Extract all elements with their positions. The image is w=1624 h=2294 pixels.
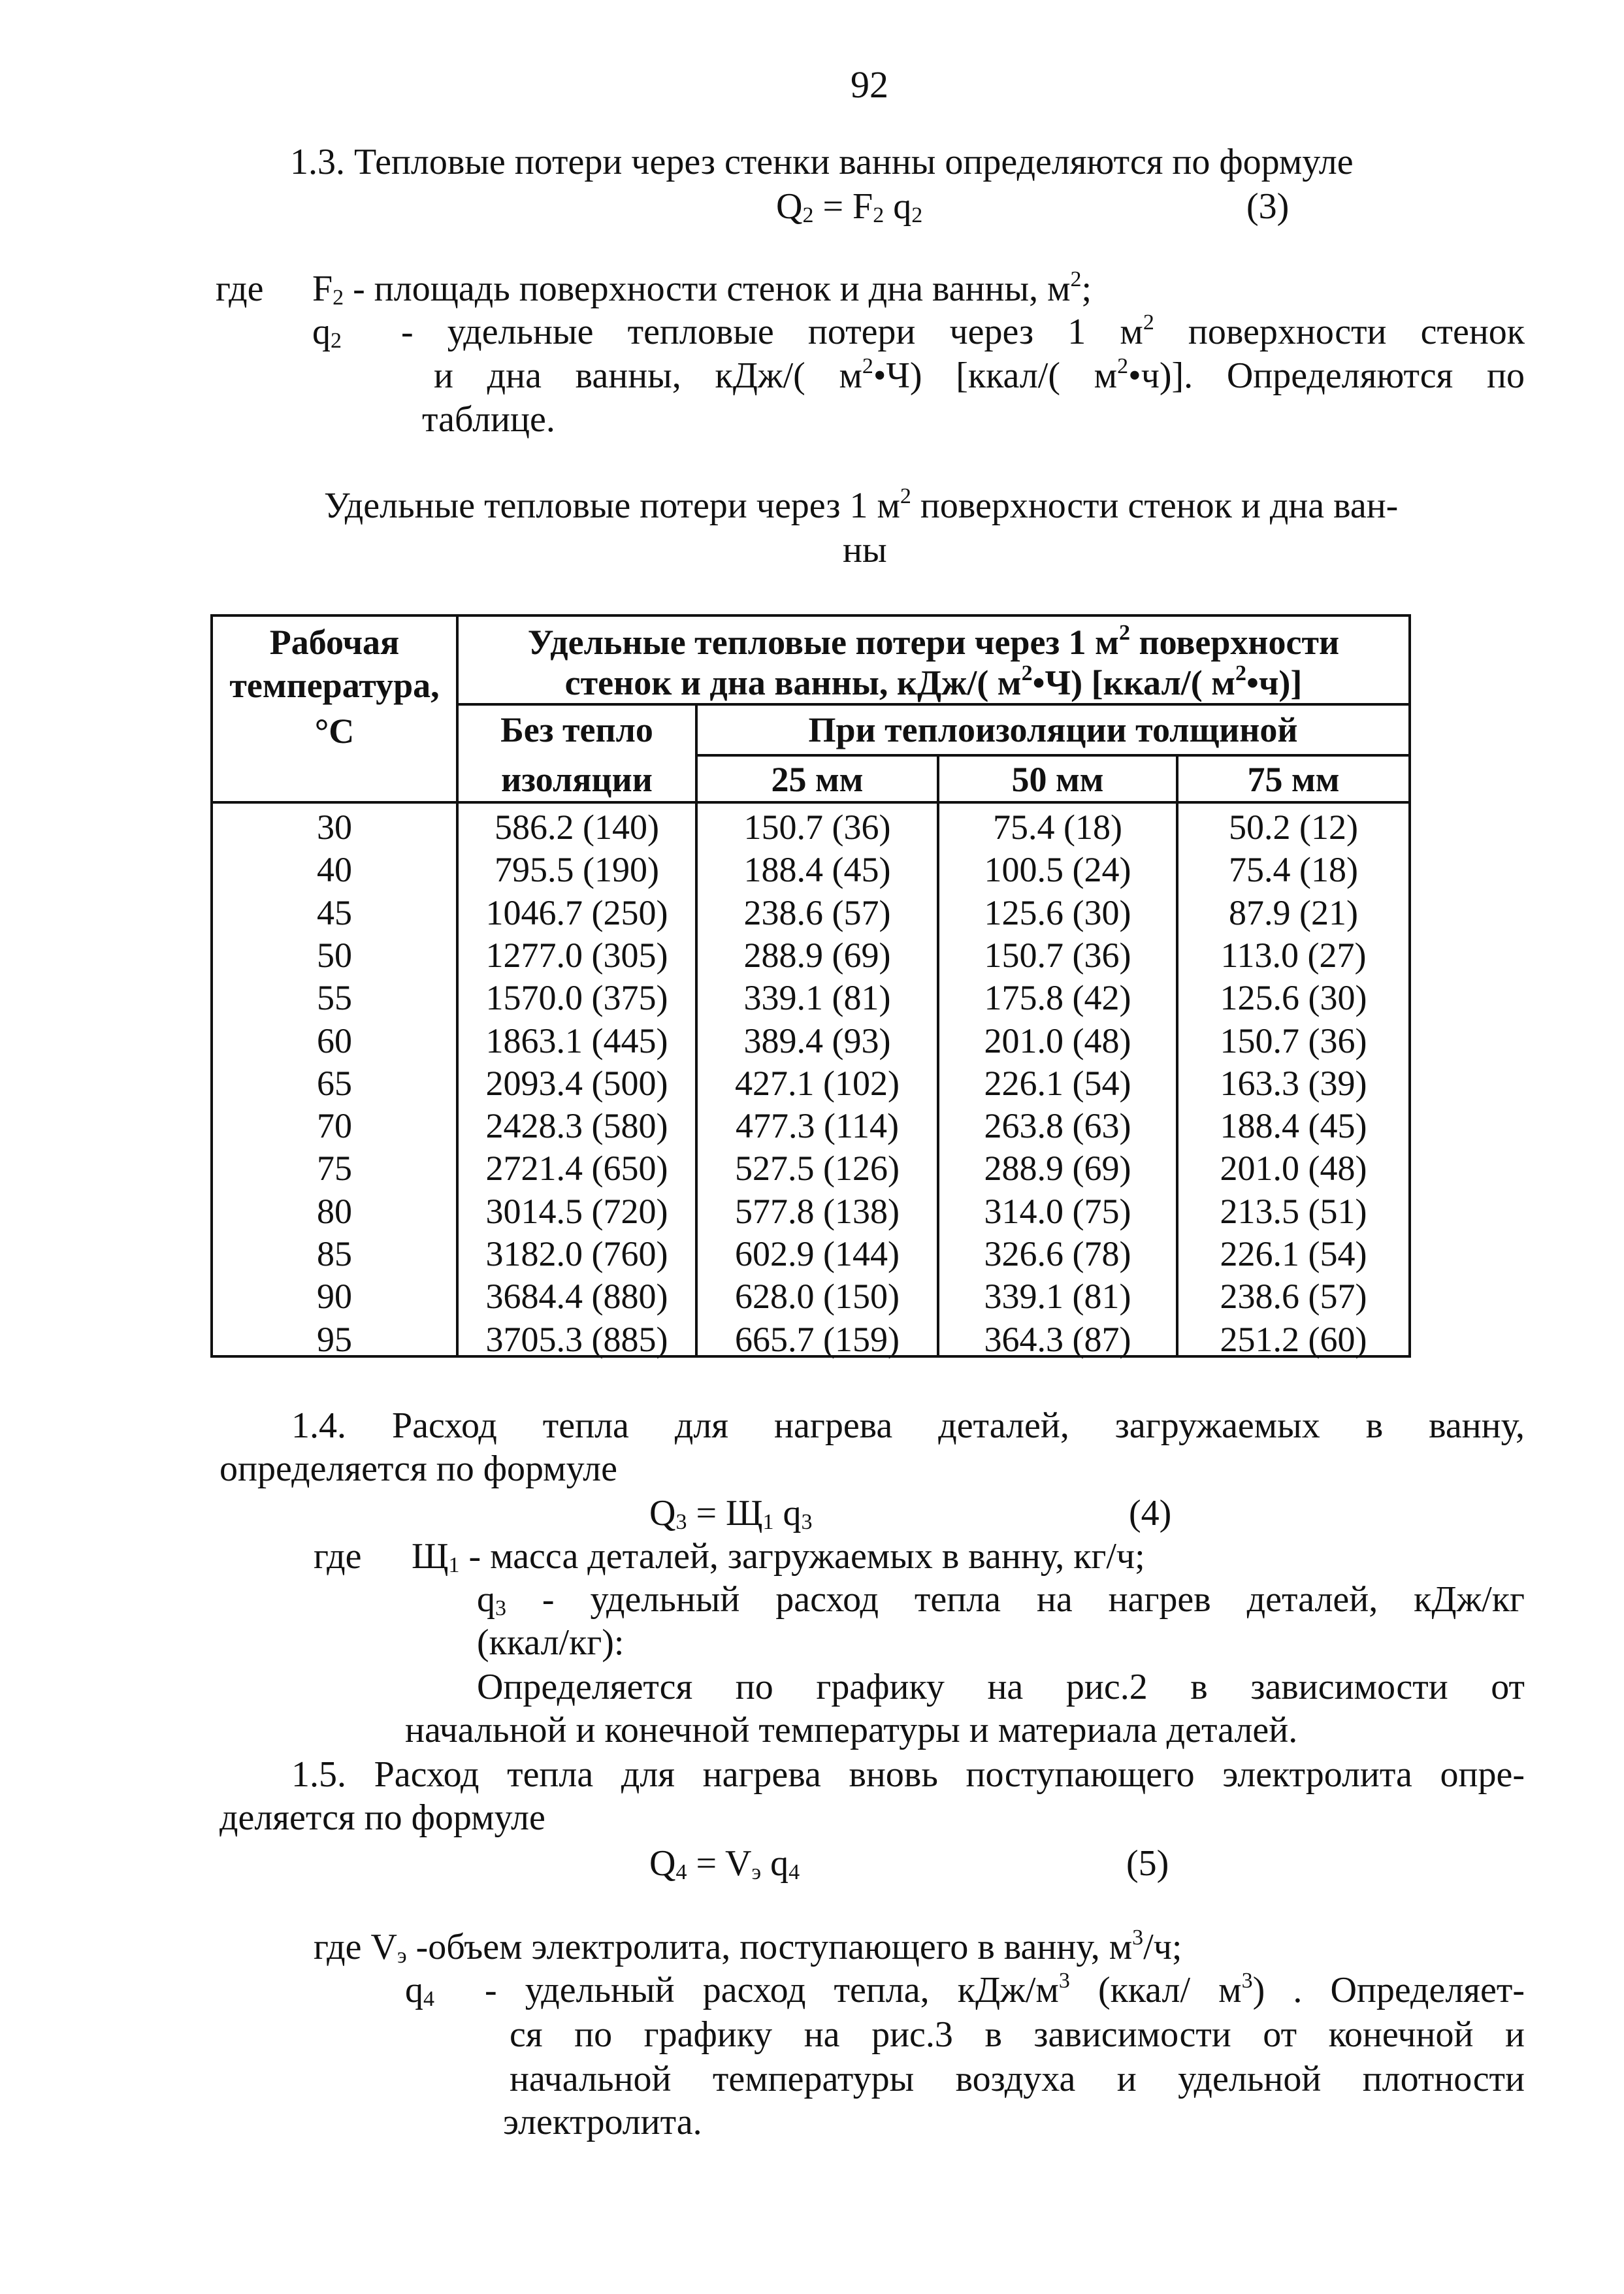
temperature-cell: 85 <box>317 1234 352 1273</box>
heat-loss-cell: 87.9 (21) <box>1229 893 1358 932</box>
heat-loss-cell: 1046.7 (250) <box>485 893 668 932</box>
q3-note-line1: Определяется по графику на рис.2 в зависимости от <box>477 1667 1525 1707</box>
heat-loss-cell: 1863.1 (445) <box>485 1021 668 1060</box>
temperature-cell: 45 <box>317 893 352 932</box>
header-temp-line1: Рабочая <box>269 623 400 662</box>
where-label: где <box>216 269 264 309</box>
heat-loss-cell: 3684.4 (880) <box>485 1277 668 1317</box>
header-no-insulation-1: Без тепло <box>500 710 653 749</box>
page-number: 92 <box>851 63 888 106</box>
heat-loss-cell: 150.7 (36) <box>984 935 1131 975</box>
heat-loss-cell: 125.6 (30) <box>1220 978 1367 1018</box>
heat-loss-cell: 665.7 (159) <box>735 1319 900 1359</box>
heat-loss-cell: 226.1 (54) <box>984 1063 1131 1103</box>
heat-loss-cell: 2428.3 (580) <box>485 1106 668 1146</box>
heat-loss-cell: 364.3 (87) <box>984 1319 1131 1359</box>
heat-loss-cell: 577.8 (138) <box>735 1191 900 1231</box>
heat-loss-cell: 795.5 (190) <box>495 850 659 890</box>
temperature-cell: 75 <box>317 1149 352 1188</box>
heat-loss-cell: 1277.0 (305) <box>485 935 668 975</box>
header-50mm: 50 мм <box>1011 760 1104 799</box>
q4-definition-line2: ся по графику на рис.3 в зависимости от конечной и <box>510 2014 1525 2055</box>
where-label-2: где <box>314 1536 362 1577</box>
heat-loss-cell: 427.1 (102) <box>735 1063 900 1103</box>
q2-definition-line1: - удельные тепловые потери через 1 $м^2$ поверхности стенок <box>401 310 1525 352</box>
heat-loss-cell: 339.1 (81) <box>743 978 891 1018</box>
section-1-4-line1: 1.4. Расход тепла для нагрева деталей, загружаемых в ванну, <box>291 1405 1525 1446</box>
header-group-line1: Удельные тепловые потери через 1 $м^2$ поверхности <box>527 621 1340 662</box>
formula-5-number: (5) <box>1126 1843 1169 1884</box>
heat-loss-cell: 3014.5 (720) <box>485 1191 668 1231</box>
heat-loss-cell: 150.7 (36) <box>743 808 891 847</box>
heat-loss-cell: 175.8 (42) <box>984 978 1131 1018</box>
q2-definition-line2: и дна ванны, кДж/( $м^2•Ч$) [ккал/( $м^2•ч$)]. Определяются по <box>434 354 1525 396</box>
formula-4-number: (4) <box>1129 1493 1172 1533</box>
temperature-cell: 70 <box>317 1106 352 1146</box>
table-caption-line2: ны <box>843 530 887 570</box>
temperature-cell: 90 <box>317 1277 352 1317</box>
m1-definition: $Щ_1$ - масса деталей, загружаемых в ванну, кг/ч; <box>412 1536 1145 1577</box>
q3-definition-line2: (ккал/кг): <box>477 1622 625 1663</box>
q4-definition-line1: - удельный расход тепла, кДж/$м^3$ (ккал/ $м^3$) . Определяет- <box>485 1969 1525 2010</box>
heat-loss-cell: 586.2 (140) <box>495 808 659 847</box>
heat-loss-cell: 188.4 (45) <box>1220 1106 1367 1146</box>
heat-loss-cell: 389.4 (93) <box>743 1021 891 1060</box>
temperature-cell: 30 <box>317 808 352 847</box>
v-definition: где $V_э$ -объем электролита, поступающего в ванну, $м^3/ч$; <box>314 1925 1182 1968</box>
heat-loss-cell: 2721.4 (650) <box>485 1149 668 1188</box>
heat-loss-cell: 477.3 (114) <box>736 1106 899 1146</box>
heat-loss-cell: 1570.0 (375) <box>485 978 668 1018</box>
q2-definition-line3: таблице. <box>422 399 555 440</box>
heat-loss-cell: 3705.3 (885) <box>485 1319 668 1359</box>
heat-loss-cell: 100.5 (24) <box>984 850 1131 890</box>
temperature-cell: 60 <box>317 1021 352 1060</box>
q3-definition-line1: $q_3$ - удельный расход тепла на нагрев деталей, кДж/кг <box>477 1579 1525 1620</box>
q4-symbol: $q_4$ <box>405 1970 434 2011</box>
heat-loss-cell: 50.2 (12) <box>1229 808 1358 847</box>
table-hline <box>695 754 1408 757</box>
heat-loss-cell: 288.9 (69) <box>743 935 891 975</box>
heat-loss-cell: 75.4 (18) <box>993 808 1122 847</box>
section-1-5-line1: 1.5. Расход тепла для нагрева вновь поступающего электролита опре- <box>291 1754 1525 1795</box>
temperature-cell: 95 <box>317 1319 352 1359</box>
header-group-line2: стенок и дна ванны, кДж/( $м^2•Ч$) [ккал/( $м^2•ч$)] <box>564 661 1303 702</box>
heat-loss-table <box>210 614 1411 1358</box>
header-25mm: 25 мм <box>771 760 864 799</box>
q3-note-line2: начальной и конечной температуры и материала деталей. <box>405 1710 1298 1750</box>
q2-symbol: $q_2$ <box>312 312 342 353</box>
heat-loss-cell: 288.9 (69) <box>984 1149 1131 1188</box>
heat-loss-cell: 3182.0 (760) <box>485 1234 668 1273</box>
heat-loss-cell: 226.1 (54) <box>1220 1234 1367 1273</box>
heat-loss-cell: 163.3 (39) <box>1220 1063 1367 1103</box>
heat-loss-cell: 602.9 (144) <box>735 1234 900 1273</box>
table-caption-line1: Удельные тепловые потери через 1 $м^2$ поверхности стенок и дна ван- <box>324 484 1399 526</box>
heat-loss-cell: 339.1 (81) <box>984 1277 1131 1317</box>
heat-loss-cell: 188.4 (45) <box>743 850 891 890</box>
heat-loss-cell: 238.6 (57) <box>1220 1277 1367 1317</box>
heat-loss-cell: 238.6 (57) <box>743 893 891 932</box>
heat-loss-cell: 201.0 (48) <box>1220 1149 1367 1188</box>
heat-loss-cell: 628.0 (150) <box>735 1277 900 1317</box>
temperature-cell: 55 <box>317 978 352 1018</box>
formula-4: $Q_3 = Щ_1$ $q_3$ <box>649 1493 813 1534</box>
temperature-cell: 40 <box>317 850 352 890</box>
heat-loss-cell: 201.0 (48) <box>984 1021 1131 1060</box>
heat-loss-cell: 150.7 (36) <box>1220 1021 1367 1060</box>
heat-loss-cell: 75.4 (18) <box>1229 850 1358 890</box>
heat-loss-cell: 314.0 (75) <box>984 1191 1131 1231</box>
heat-loss-cell: 113.0 (27) <box>1220 935 1367 975</box>
temperature-cell: 50 <box>317 935 352 975</box>
heat-loss-cell: 2093.4 (500) <box>485 1063 668 1103</box>
formula-3-number: (3) <box>1246 186 1290 227</box>
temperature-cell: 65 <box>317 1063 352 1103</box>
heat-loss-cell: 263.8 (63) <box>984 1106 1131 1146</box>
temperature-cell: 80 <box>317 1191 352 1231</box>
table-hline <box>213 801 1408 804</box>
q4-definition-line3: начальной температуры воздуха и удельной плотности <box>510 2059 1525 2099</box>
header-temp-line2: температура, <box>229 666 440 705</box>
header-no-insulation-2: изоляции <box>501 760 653 799</box>
heat-loss-cell: 527.5 (126) <box>735 1149 900 1188</box>
formula-3: $Q_2 = F_2$ $q_2$ <box>776 186 923 227</box>
f2-definition: $F_2$ - площадь поверхности стенок и дна ванны, $м^2$; <box>312 267 1092 310</box>
heat-loss-cell: 213.5 (51) <box>1220 1191 1367 1231</box>
formula-5: $Q_4 = V_э$ $q_4$ <box>649 1843 800 1884</box>
q4-definition-line4: электролита. <box>503 2102 702 2142</box>
section-1-4-line2: определяется по формуле <box>219 1449 617 1489</box>
heat-loss-cell: 326.6 (78) <box>984 1234 1131 1273</box>
section-1-5-line2: деляется по формуле <box>219 1797 545 1838</box>
heat-loss-cell: 251.2 (60) <box>1220 1319 1367 1359</box>
heat-loss-cell: 125.6 (30) <box>984 893 1131 932</box>
header-75mm: 75 мм <box>1247 760 1340 799</box>
header-temp-unit: °С <box>314 712 355 751</box>
header-insulation-group: При теплоизоляции толщиной <box>808 710 1298 749</box>
section-1-3-heading: 1.3. Тепловые потери через стенки ванны определяются по формуле <box>290 142 1354 182</box>
